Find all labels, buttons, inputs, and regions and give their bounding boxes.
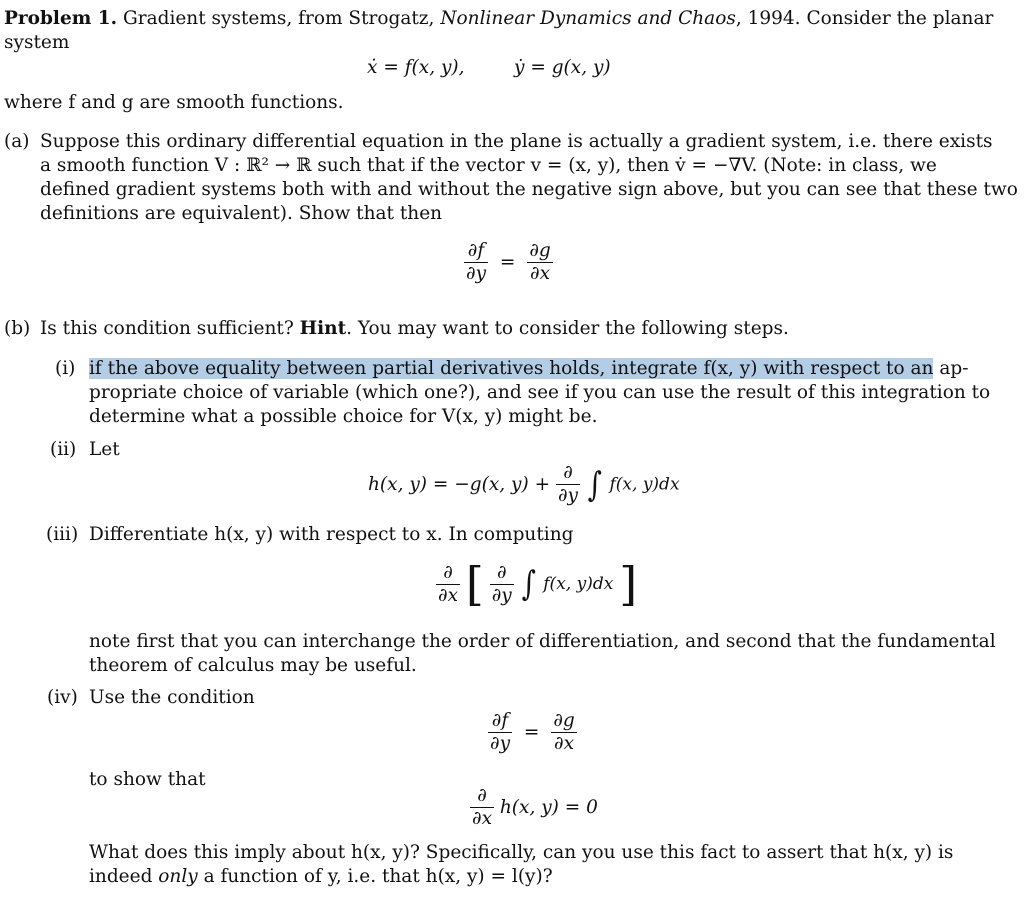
- step-iii-note-2: theorem of calculus may be useful.: [89, 655, 417, 676]
- step-iv-text: Use the condition: [89, 687, 255, 708]
- to-show-text: to show that: [89, 769, 206, 790]
- part-b-label: (b): [4, 318, 31, 339]
- integral-sign-inner: ∫: [521, 564, 536, 604]
- right-bracket: ]: [619, 557, 638, 611]
- fraction-d-dy: $\frac{\partial}{\partial y}$: [557, 462, 578, 506]
- partial-equality-a: $\frac{\partial f}{\partial y}$ = $\frac{\partial g}{\partial x}$: [466, 240, 551, 284]
- intro-text-a: Gradient systems, from Strogatz,: [122, 8, 435, 29]
- step-iii-label: (iii): [46, 524, 79, 545]
- part-a-line-4: definitions are equivalent). Show that then: [40, 203, 443, 224]
- step-i-line-3: determine what a possible choice for V(x, y) might be.: [89, 406, 598, 427]
- h-definition-equation: h(x, y) = −g(x, y) + $\frac{\partial}{\partial y}$ ∫ f(x, y)dx: [368, 462, 680, 506]
- step-i-line-2: propriate choice of variable (which one?), and see if you can use the result of this integration to: [89, 382, 991, 403]
- left-bracket: [: [465, 557, 484, 611]
- emphasis-only: only: [158, 866, 198, 887]
- step-iii-note-1: note first that you can interchange the order of differentiation, and second that the fundamental: [89, 631, 996, 652]
- part-b-line: Is this condition sufficient? Hint. You may want to consider the following steps.: [40, 318, 789, 339]
- step-iv-label: (iv): [47, 687, 78, 708]
- part-a-line-3: defined gradient systems both with and without the negative sign above, but you can see that these two: [40, 179, 1018, 200]
- fraction-df-dy-iv: $\frac{\partial f}{\partial y}$: [490, 710, 511, 754]
- step-i-line-1: if the above equality between partial derivatives holds, integrate f(x, y) with respect to an ap-: [89, 358, 969, 379]
- where-line: where f and g are smooth functions.: [4, 92, 344, 113]
- question-line-2: indeed only a function of y, i.e. that h(x, y) = l(y)?: [89, 866, 553, 887]
- problem-heading-line: [4, 7, 993, 31]
- step-ii-text: Let: [89, 439, 120, 460]
- fraction-df-dy: $\frac{\partial f}{\partial y}$: [466, 240, 487, 284]
- system-equation-x: ẋ = f(x, y),: [367, 57, 465, 78]
- problem-heading: Problem 1.: [4, 8, 118, 29]
- part-a-line-2: a smooth function V : ℝ² → ℝ such that if the vector v = (x, y), then v̇ = −∇V. (Note: in class, we: [40, 155, 937, 176]
- mixed-derivative-expression: $\frac{\partial}{\partial x}$ [ $\frac{\partial}{\partial y}$ ∫ f(x, y)dx ]: [438, 557, 638, 611]
- part-a-line-1: Suppose this ordinary differential equation in the plane is actually a gradient system, i.e. there exists: [40, 131, 993, 152]
- fraction-d-dy-inner: $\frac{\partial}{\partial y}$: [491, 561, 512, 606]
- step-ii-label: (ii): [50, 439, 77, 460]
- highlighted-selection[interactable]: if the above equality between partial derivatives holds, integrate f(x, y) with respect to an: [89, 358, 934, 379]
- book-title: Nonlinear Dynamics and Chaos: [440, 8, 736, 29]
- integral-sign: ∫: [587, 464, 602, 505]
- fraction-d-dx: $\frac{\partial}{\partial x}$: [438, 561, 458, 606]
- h-derivative-zero-equation: $\frac{\partial}{\partial x}$ h(x, y) = 0: [472, 785, 598, 829]
- intro-line-2: system: [4, 32, 70, 53]
- system-equation-y: ẏ = g(x, y): [514, 57, 611, 78]
- step-i-label: (i): [55, 358, 76, 379]
- fraction-dg-dx: $\frac{\partial g}{\partial x}$: [529, 240, 551, 284]
- fraction-dg-dx-iv: $\frac{\partial g}{\partial x}$: [553, 710, 575, 754]
- hint-label: Hint: [299, 318, 347, 339]
- part-a-label: (a): [4, 131, 30, 152]
- fraction-d-dx-h: $\frac{\partial}{\partial x}$: [472, 785, 492, 829]
- intro-text-b: , 1994. Consider the planar: [735, 8, 994, 29]
- step-iii-text: Differentiate h(x, y) with respect to x. In computing: [89, 524, 574, 545]
- question-line-1: What does this imply about h(x, y)? Specifically, can you use this fact to assert that h(x, y) is: [89, 842, 954, 863]
- partial-equality-iv: $\frac{\partial f}{\partial y}$ = $\frac{\partial g}{\partial x}$: [490, 710, 575, 754]
